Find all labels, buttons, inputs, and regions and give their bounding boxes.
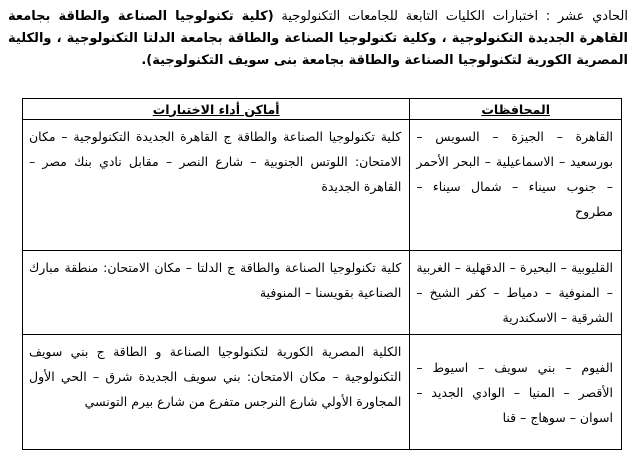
table-row — [23, 335, 622, 450]
header-governorates: المحافظات — [410, 99, 622, 120]
table-header-row — [23, 99, 622, 120]
table-row — [23, 120, 622, 251]
header-venues: أماكن أداء الاختبارات — [23, 99, 410, 120]
intro-bold-text: (كلية تكنولوجيا الصناعة والطاقة بجامعة القاهرة الجديدة التكنولوجية ، وكلية تكنولوجيا الصناعة والطاقة بجامعة الدلتا التكنولوجية ، والكلية المصرية الكورية لتكنولوجيا الصناعة والطاقة بجامعة بنى سويف التكنولوجية). — [8, 9, 628, 68]
venue-cell: كلية تكنولوجيا الصناعة والطاقة ج الدلتا – مكان الامتحان: منطقة مبارك الصناعية بقويسنا – المنوفية — [23, 251, 410, 335]
intro-prefix: الحادي عشر : اختبارات الكليات التابعة للجامعات التكنولوجية — [273, 9, 629, 24]
exam-locations-table — [22, 98, 622, 450]
intro-paragraph — [8, 6, 628, 72]
governorates-cell: القليوبية – البحيرة – الدقهلية – الغربية – المنوفية – دمياط – كفر الشيخ – الشرقية – الاسكندرية — [410, 251, 622, 335]
governorates-cell: الفيوم – بني سويف – اسيوط – الأقصر – المنيا – الوادي الجديد – اسوان – سوهاج – قنا — [410, 335, 622, 450]
table-row — [23, 251, 622, 335]
venue-cell: كلية تكنولوجيا الصناعة والطاقة ج القاهرة الجديدة التكنولوجية – مكان الامتحان: اللوتس الجنوبية – شارع النصر – مقابل نادي بنك مصر – القاهرة الجديدة — [23, 120, 410, 251]
governorates-cell: القاهرة – الجيزة – السويس – بورسعيد – الاسماعيلية – البحر الأحمر – جنوب سيناء – شمال سيناء – مطروح — [410, 120, 622, 251]
venue-cell: الكلية المصرية الكورية لتكنولوجيا الصناعة و الطاقة ج بني سويف التكنولوجية – مكان الامتحان: بني سويف الجديدة شرق – الحي الأول المجاورة الأولي شارع النرجس متفرع من شارع بيرم التونسي — [23, 335, 410, 450]
